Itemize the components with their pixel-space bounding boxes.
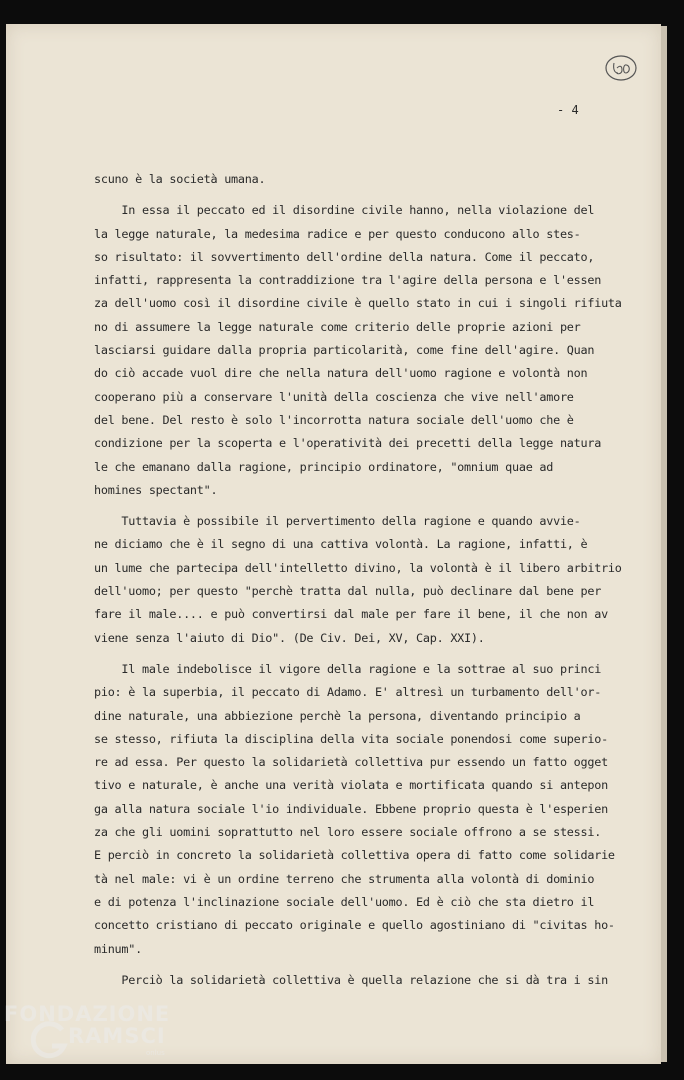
text-line: scuno è la società umana. bbox=[94, 172, 266, 186]
text-line: concetto cristiano di peccato originale e quello agostiniano di "civitas ho- bbox=[94, 918, 615, 933]
text-line: re ad essa. Per questo la solidarietà collettiva pur essendo un fatto ogget bbox=[94, 755, 608, 770]
text-line: homines spectant". bbox=[94, 482, 218, 497]
watermark-small-text: onlus bbox=[146, 1049, 165, 1057]
text-line: minum". bbox=[94, 941, 142, 956]
text-line: tivo e naturale, è anche una verità violata e mortificata quando si antepon bbox=[94, 778, 608, 793]
text-line: infatti, rappresenta la contraddizione tra l'agire della persona e l'essen bbox=[94, 273, 602, 288]
text-line: e di potenza l'inclinazione sociale dell'uomo. Ed è ciò che sta dietro il bbox=[94, 894, 595, 909]
text-line: pio: è la superbia, il peccato di Adamo. E' altresì un turbamento dell'or- bbox=[94, 685, 602, 700]
text-line: le che emanano dalla ragione, principio ordinatore, "omnium quae ad bbox=[94, 459, 554, 474]
text-line: ga alla natura sociale l'io individuale. Ebbene proprio questa è l'esperien bbox=[94, 801, 608, 816]
text-line: Tuttavia è possibile il pervertimento della ragione e quando avvie- bbox=[94, 514, 581, 529]
text-line: un lume che partecipa dell'intelletto divino, la volontà è il libero arbitrio bbox=[94, 560, 622, 575]
text-line: In essa il peccato ed il disordine civile hanno, nella violazione del bbox=[94, 203, 595, 218]
handwritten-folio-number-icon bbox=[604, 54, 638, 82]
text-line: dell'uomo; per questo "perchè tratta dal nulla, può declinare dal bene per bbox=[94, 584, 602, 599]
text-line: so risultato: il sovvertimento dell'ordine della natura. Come il peccato, bbox=[94, 249, 595, 264]
text-line: za che gli uomini soprattutto nel loro essere sociale offrono a se stessi. bbox=[94, 825, 602, 840]
watermark-g-logo-icon bbox=[30, 1020, 70, 1060]
page-number: - 4 bbox=[557, 103, 579, 117]
text-line: lasciarsi guidare dalla propria particolarità, come fine dell'agire. Quan bbox=[94, 343, 595, 358]
text-line: no di assumere la legge naturale come criterio delle proprie azioni per bbox=[94, 319, 581, 334]
watermark-line-1: FONDAZIONE bbox=[4, 1002, 171, 1026]
text-line: E perciò in concreto la solidarietà collettiva opera di fatto come solidarie bbox=[94, 848, 615, 863]
text-line: condizione per la scoperta e l'operatività dei precetti della legge natura bbox=[94, 436, 602, 451]
text-line: ne diciamo che è il segno di una cattiva volontà. La ragione, infatti, è bbox=[94, 537, 588, 552]
text-line: za dell'uomo così il disordine civile è quello stato in cui i singoli rifiuta bbox=[94, 296, 622, 311]
paper-edge bbox=[661, 26, 667, 1062]
text-line: cooperano più a conservare l'unità della coscienza che vive nell'amore bbox=[94, 389, 574, 404]
text-line: se stesso, rifiuta la disciplina della vita sociale ponendosi come superio- bbox=[94, 731, 608, 746]
text-line: dine naturale, una abbiezione perchè la persona, diventando principio a bbox=[94, 708, 581, 723]
text-line: la legge naturale, la medesima radice e per questo conducono allo stes- bbox=[94, 226, 581, 241]
text-line: viene senza l'aiuto di Dio". (De Civ. Dei, XV, Cap. XXI). bbox=[94, 630, 485, 645]
text-line: fare il male.... e può convertirsi dal male per fare il bene, il che non av bbox=[94, 607, 608, 622]
text-line: del bene. Del resto è solo l'incorrotta natura sociale dell'uomo che è bbox=[94, 412, 574, 427]
text-line: tà nel male: vi è un ordine terreno che strumenta alla volontà di dominio bbox=[94, 871, 595, 886]
body-text bbox=[94, 168, 622, 992]
text-line: Perciò la solidarietà collettiva è quella relazione che si dà tra i sin bbox=[94, 972, 608, 987]
text-line: Il male indebolisce il vigore della ragione e la sottrae al suo princi bbox=[94, 661, 602, 676]
fondazione-gramsci-watermark bbox=[4, 1002, 174, 1076]
text-line: do ciò accade vuol dire che nella natura dell'uomo ragione e volontà non bbox=[94, 366, 588, 381]
watermark-line-2: RAMSCI bbox=[68, 1024, 166, 1048]
